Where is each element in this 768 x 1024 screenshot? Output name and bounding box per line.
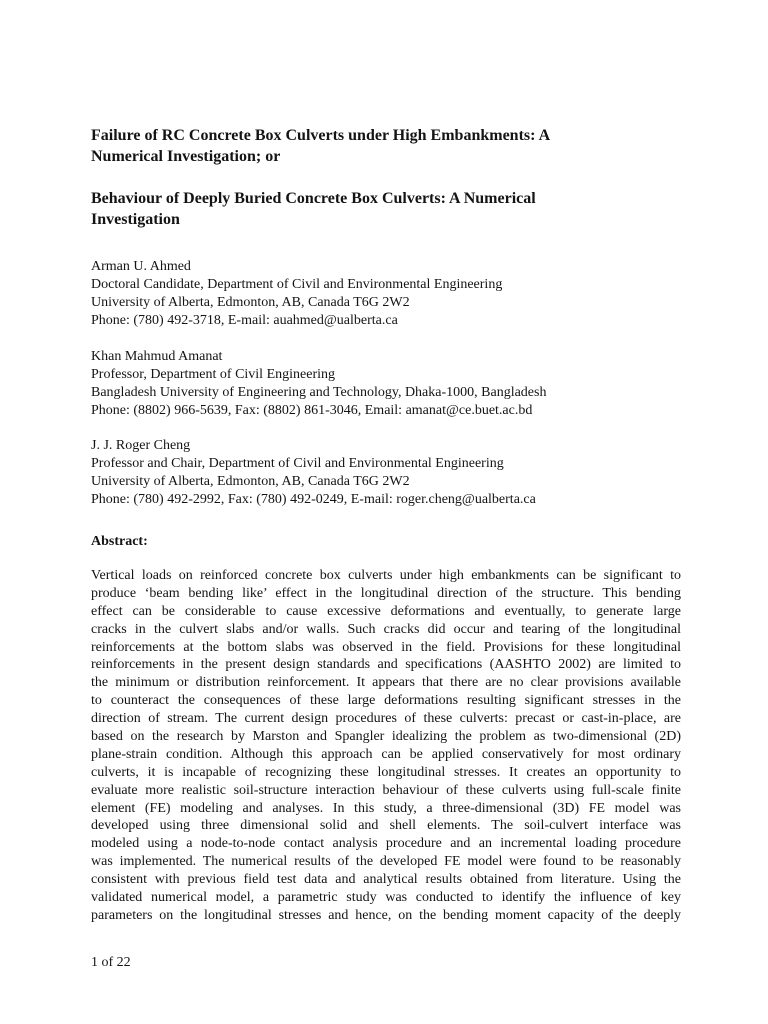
paper-title-line-1: Failure of RC Concrete Box Culverts under High Embankments: A xyxy=(91,127,551,144)
abstract-line: to counteract the consequences of these large deformations resulting significant stresses in the xyxy=(91,693,681,709)
author-position: Professor, Department of Civil Engineering xyxy=(91,367,335,382)
alternate-title-line-2: Investigation xyxy=(91,211,180,228)
abstract-line: reinforcements at the bottom slabs was observed in the field. Provisions for these longitudinal xyxy=(91,639,681,655)
author-position: Professor and Chair, Department of Civil and Environmental Engineering xyxy=(91,456,504,471)
author-name: Arman U. Ahmed xyxy=(91,259,191,274)
author-institution: University of Alberta, Edmonton, AB, Canada T6G 2W2 xyxy=(91,295,410,310)
abstract-line: effect can be considerable to cause excessive deformations and eventually, to generate large xyxy=(91,603,681,619)
alternate-title-line-1: Behaviour of Deeply Buried Concrete Box Culverts: A Numerical xyxy=(91,190,536,207)
abstract-line: developed using three dimensional solid and shell elements. The soil-culvert interface was xyxy=(91,818,681,834)
abstract-line: the minimum or distribution reinforcement. It appears that there are no clear provisions available xyxy=(91,675,681,691)
abstract-line: was implemented. The numerical results of the developed FE model were found to be reasonably xyxy=(91,854,681,870)
author-name: J. J. Roger Cheng xyxy=(91,438,191,453)
page-number: 1 of 22 xyxy=(91,955,131,970)
author-block-3 xyxy=(91,437,711,509)
author-institution: Bangladesh University of Engineering and Technology, Dhaka-1000, Bangladesh xyxy=(91,385,547,400)
abstract-line: parameters on the longitudinal stresses and hence, on the bending moment capacity of the deeply xyxy=(91,907,681,923)
author-block-2 xyxy=(91,348,711,420)
abstract-line: evaluate more realistic soil-structure interaction behaviour of these culverts using full-scale finite xyxy=(91,782,681,798)
abstract-line: validated numerical model, a parametric study was conducted to identify the influence of key xyxy=(91,890,681,906)
paper-alternate-title xyxy=(91,188,651,230)
abstract-line: produce ‘beam bending like’ effect in the longitudinal direction of the structure. This bending xyxy=(91,585,681,601)
abstract-body xyxy=(91,567,681,925)
abstract-line: Vertical loads on reinforced concrete box culverts under high embankments can be significant to xyxy=(91,568,681,583)
author-contact: Phone: (780) 492-3718, E-mail: auahmed@ualberta.ca xyxy=(91,313,398,328)
abstract-line: direction of stream. The current design procedures of these culverts: precast or cast-in-place, are xyxy=(91,711,681,727)
author-position: Doctoral Candidate, Department of Civil and Environmental Engineering xyxy=(91,277,503,292)
abstract-heading: Abstract: xyxy=(91,534,148,549)
abstract-line: plane-strain condition. Although this approach can be applied conservatively for most ordinary xyxy=(91,746,681,762)
author-name: Khan Mahmud Amanat xyxy=(91,349,223,364)
author-contact: Phone: (780) 492-2992, Fax: (780) 492-0249, E-mail: roger.cheng@ualberta.ca xyxy=(91,492,536,507)
abstract-line: element (FE) modeling and analyses. In this study, a three-dimensional (3D) FE model was xyxy=(91,800,681,816)
author-contact: Phone: (8802) 966-5639, Fax: (8802) 861-3046, Email: amanat@ce.buet.ac.bd xyxy=(91,403,533,418)
abstract-line: modeled using a node-to-node contact analysis procedure and an incremental loading procedure xyxy=(91,836,681,852)
abstract-line: cracks in the culvert slabs and/or walls. Such cracks did occur and tearing of the longitudinal xyxy=(91,621,681,637)
paper-title xyxy=(91,125,651,167)
author-block-1 xyxy=(91,258,711,330)
abstract-line: based on the research by Marston and Spangler idealizing the problem as two-dimensional (2D) xyxy=(91,729,681,745)
paper-title-line-2: Numerical Investigation; or xyxy=(91,148,281,165)
author-institution: University of Alberta, Edmonton, AB, Canada T6G 2W2 xyxy=(91,474,410,489)
abstract-line: culverts, it is incapable of recognizing these longitudinal stresses. It creates an opportunity to xyxy=(91,764,681,780)
abstract-line: consistent with previous field test data and analytical results obtained from literature. Using the xyxy=(91,872,681,888)
abstract-line: reinforcements in the present design standards and specifications (AASHTO 2002) are limited to xyxy=(91,657,681,673)
